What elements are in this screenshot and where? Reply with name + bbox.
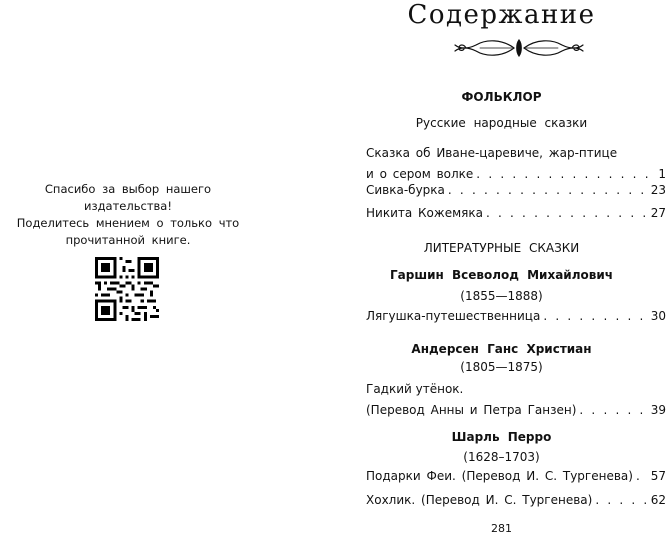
literary-heading: ЛИТЕРАТУРНЫЕ СКАЗКИ [423, 241, 580, 255]
entry-page-number: 62 [650, 493, 666, 507]
entry-title: Хохлик. (Перевод И. С. Тургенева) [366, 493, 593, 507]
page-number: 281 [491, 522, 512, 535]
author-name: Андерсен Ганс Христиан [411, 342, 592, 356]
author-name: Шарль Перро [451, 430, 552, 444]
dot-leader [486, 203, 648, 224]
toc-entry[interactable] [366, 306, 666, 327]
toc-entry[interactable] [366, 203, 666, 224]
dot-leader [636, 466, 648, 487]
feedback-line-1: Спасибо за выбор нашего издательства! [44, 182, 212, 213]
entry-page-number: 1 [658, 167, 666, 181]
entry-title: Лягушка-путешественница [366, 309, 541, 323]
entry-title: Сивка-бурка [366, 183, 445, 197]
table-of-contents [336, 0, 667, 536]
toc-entry[interactable] [366, 379, 666, 421]
toc-entry[interactable] [366, 490, 666, 511]
entry-title-line1: Сказка об Иване-царевиче, жар-птице [366, 146, 618, 160]
folklore-heading: ФОЛЬКЛОР [461, 90, 542, 104]
entry-title-line2: (Перевод Анны и Петра Ганзен) [366, 403, 577, 417]
dot-leader [448, 180, 648, 201]
folklore-subheading: Русские народные сказки [415, 116, 588, 130]
entry-title: Никита Кожемяка [366, 206, 483, 220]
toc-entry[interactable] [366, 180, 666, 201]
dot-leader [579, 400, 647, 421]
feedback-message [0, 181, 256, 249]
entry-page-number: 30 [650, 309, 666, 323]
feedback-line-2: Поделитесь мнением о только что [16, 216, 240, 230]
author-years: (1628–1703) [463, 450, 540, 464]
toc-entry[interactable] [366, 466, 666, 487]
page-title: Содержание [407, 0, 596, 30]
entry-page-number: 39 [650, 403, 666, 417]
entry-title-line2: и о сером волке [366, 167, 474, 181]
entry-title: Подарки Феи. (Перевод И. С. Тургенева) [366, 469, 633, 483]
author-name: Гаршин Всеволод Михайлович [390, 268, 613, 282]
dot-leader [543, 306, 647, 327]
entry-title-line1: Гадкий утёнок. [366, 382, 464, 396]
toc-entry[interactable] [366, 143, 666, 185]
entry-page-number: 23 [650, 183, 666, 197]
feedback-line-3: прочитанной книге. [65, 233, 191, 247]
entry-page-number: 27 [650, 206, 666, 220]
author-years: (1855—1888) [460, 289, 543, 303]
entry-page-number: 57 [650, 469, 666, 483]
author-years: (1805—1875) [460, 360, 543, 374]
qr-code-icon[interactable] [95, 257, 159, 321]
ornament-divider-icon [452, 36, 586, 60]
dot-leader [595, 490, 647, 511]
